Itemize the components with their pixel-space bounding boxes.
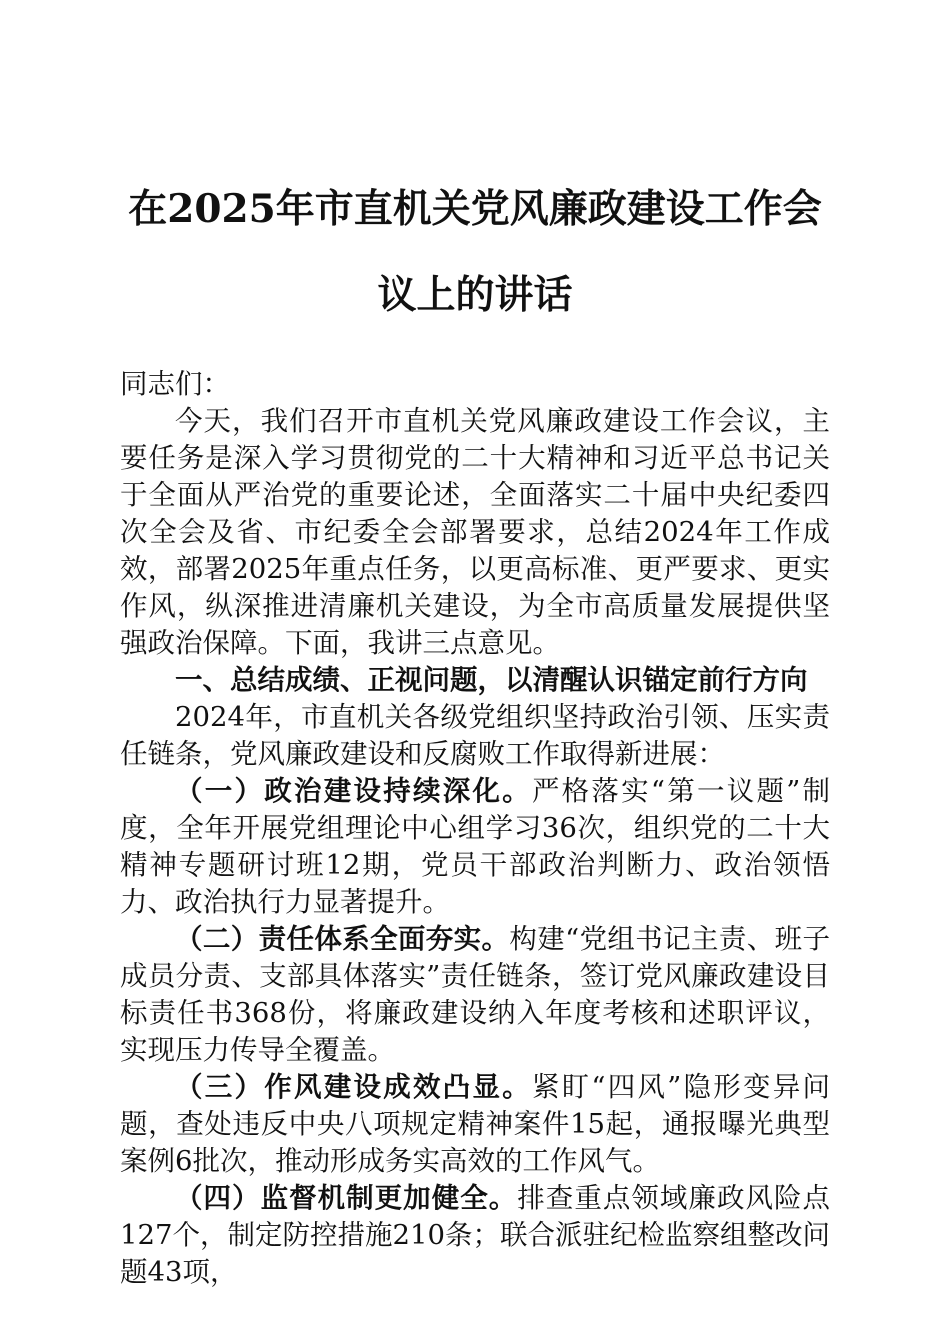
item-paragraph-1	[120, 773, 830, 921]
item-text: 严格落实“第一议题”制度，全年开展党组理论中心组学习36次，组织党的二十大精神专题研讨班12期，党员干部政治判断力、政治领悟力、政治执行力显著提升。	[120, 775, 830, 918]
item-text: 构建“党组书记主责、班子成员分责、支部具体落实”责任链条，签订党风廉政建设目标责任书368份，将廉政建设纳入年度考核和述职评议，实现压力传导全覆盖。	[120, 923, 830, 1066]
item-text: 排查重点领域廉政风险点127个，制定防控措施210条；联合派驻纪检监察组整改问题43项，	[120, 1182, 831, 1288]
item-lead: （四）监督机制更加健全。	[175, 1182, 518, 1214]
document-body	[120, 366, 830, 1291]
document-title: 在2025年市直机关党风廉政建设工作会议上的讲话	[128, 186, 822, 318]
item-lead: （一）政治建设持续深化。	[175, 775, 532, 807]
section1-intro-paragraph: 2024年，市直机关各级党组织坚持政治引领、压实责任链条，党风廉政建设和反腐败工作取得新进展：	[120, 701, 830, 770]
item-paragraph-4	[120, 1180, 830, 1291]
item-lead: （二）责任体系全面夯实。	[175, 923, 510, 955]
item-paragraph-3	[120, 1069, 830, 1180]
section-heading-1: 一、总结成绩、正视问题，以清醒认识锚定前行方向	[175, 664, 808, 696]
item-lead: （三）作风建设成效凸显。	[175, 1071, 532, 1103]
salutation: 同志们：	[120, 368, 230, 400]
item-text: 紧盯“四风”隐形变异问题，查处违反中央八项规定精神案件15起，通报曝光典型案例6批次，推动形成务实高效的工作风气。	[120, 1071, 830, 1177]
intro-paragraph: 今天，我们召开市直机关党风廉政建设工作会议，主要任务是深入学习贯彻党的二十大精神和习近平总书记关于全面从严治党的重要论述，全面落实二十届中央纪委四次全会及省、市纪委全会部署要求，总结2024年工作成效，部署2025年重点任务，以更高标准、更严要求、更实作风，纵深推进清廉机关建设，为全市高质量发展提供坚强政治保障。下面，我讲三点意见。	[120, 405, 830, 659]
item-paragraph-2	[120, 921, 830, 1069]
